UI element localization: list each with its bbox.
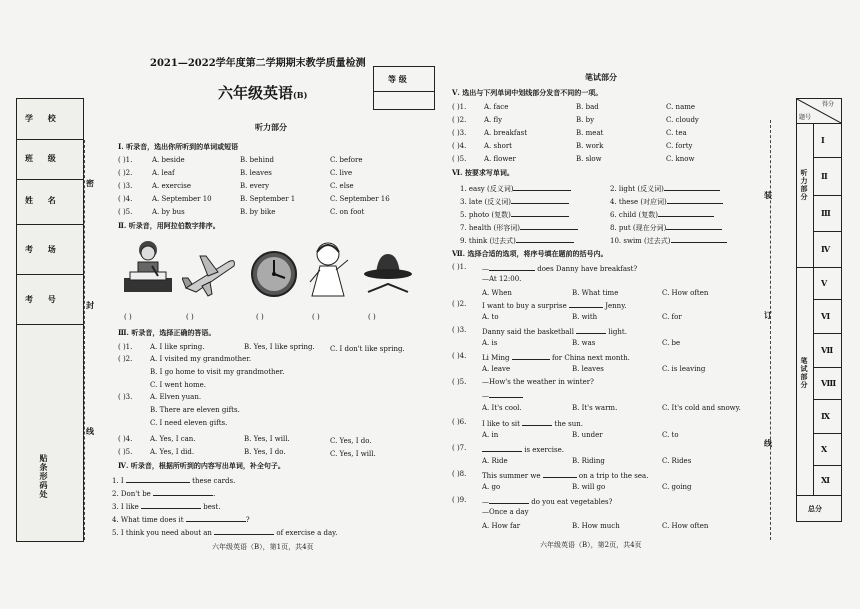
choice-b: B. What time: [572, 289, 619, 297]
choice-a: A. I like spring.: [150, 343, 205, 351]
question-stem: [482, 352, 630, 363]
answer-blank[interactable]: [214, 527, 274, 535]
choice-c: C. Rides: [662, 457, 692, 465]
subject-version: (B): [293, 90, 308, 100]
choice-b: B. leaves: [240, 169, 272, 177]
stem-end: the sun.: [552, 420, 583, 428]
choice-b: B. leaves: [572, 365, 604, 373]
question-stem: [482, 326, 627, 337]
choice-number[interactable]: ( )9.: [452, 496, 467, 504]
choice-a: A. exercise: [152, 182, 191, 190]
word-task-prompt: 9. think (过去式): [460, 237, 516, 245]
score-row[interactable]: [813, 399, 841, 434]
stem-start: —: [482, 265, 489, 273]
choice-a: A. It's cool.: [482, 404, 522, 412]
question-stem: [482, 263, 637, 274]
q2-heading: Ⅱ. 听录音，用阿拉伯数字排序。: [118, 221, 220, 230]
q1-heading: Ⅰ. 听录音，选出你所听到的单词或短语: [118, 142, 239, 151]
info-field: [17, 99, 83, 140]
answer-blank[interactable]: [543, 470, 577, 478]
grade-box: [373, 66, 435, 110]
word-task-prompt: 5. photo (复数): [460, 211, 511, 219]
word-task: [610, 183, 720, 194]
choice-b: B. under: [572, 431, 603, 439]
sentence-start: 5. I think you need about an: [112, 529, 215, 537]
choice-b: B. was: [572, 339, 596, 347]
choice-b: B. slow: [576, 155, 602, 163]
choice-a: A. leave: [482, 365, 511, 373]
choice-a: A. short: [484, 142, 512, 150]
choice-b: B. Yes, I do.: [244, 448, 286, 456]
question-stem: [482, 378, 594, 387]
score-row[interactable]: [813, 465, 841, 496]
answer-blank[interactable]: [511, 209, 569, 217]
stem-start: This summer we: [482, 472, 543, 480]
choice-number[interactable]: ( )2.: [118, 355, 133, 363]
stem-end: on a trip to the sea.: [576, 472, 649, 480]
choice-number[interactable]: ( )5.: [118, 208, 133, 216]
writing-group-label: 笔试部分: [800, 357, 809, 389]
fill-in-sentence: [112, 501, 220, 512]
word-task-prompt: 10. swim (过去式): [610, 237, 671, 245]
subject-name: 六年级英语: [218, 84, 294, 102]
choice-b: B. It's warm.: [572, 404, 618, 412]
writing-section-title: 笔试部分: [585, 72, 617, 82]
choice-a: A. I visited my grandmother.: [150, 355, 252, 363]
score-row[interactable]: [813, 123, 841, 158]
fill-in-sentence: [112, 514, 250, 525]
stem-reply-text: —: [482, 392, 489, 400]
word-task-prompt: 1. easy (反义词): [460, 185, 514, 193]
choice-number[interactable]: ( )3.: [452, 129, 467, 137]
q7-heading: Ⅶ. 选择合适的选项，将序号填在题前的括号内。: [452, 249, 608, 258]
score-row-label: Ⅸ: [821, 411, 831, 421]
stem-start: Danny said the basketball: [482, 328, 577, 336]
choice-b: B. every: [240, 182, 270, 190]
choice-c: C. I went home.: [150, 381, 206, 389]
choice-b: B. work: [576, 142, 604, 150]
choice-b: B. will go: [572, 483, 606, 491]
listening-group: [797, 123, 814, 268]
choice-a: A. flower: [484, 155, 516, 163]
choice-a: A. leaf: [152, 169, 175, 177]
choice-c: C. be: [662, 339, 681, 347]
stem-end: is exercise.: [522, 446, 564, 454]
bind-mark: 线: [764, 438, 772, 448]
stem-start: I want to buy a surprise: [482, 302, 569, 310]
answer-bracket[interactable]: ( ): [256, 313, 264, 321]
choice-b: B. September 1: [240, 195, 296, 203]
score-row[interactable]: [813, 157, 841, 196]
bind-mark: 订: [764, 310, 772, 320]
score-row-label: Ⅶ: [821, 345, 834, 355]
answer-blank[interactable]: [126, 475, 190, 483]
word-task-prompt: 8. put (现在分词): [610, 224, 667, 232]
info-field: [17, 274, 83, 325]
answer-blank[interactable]: [522, 418, 552, 426]
question-stem: [482, 300, 626, 311]
seal-line: [84, 140, 86, 540]
choice-a: A. by bus: [152, 208, 185, 216]
choice-a: A. fly: [484, 116, 503, 124]
choice-number[interactable]: ( )8.: [452, 470, 467, 478]
page-footer-1: 六年级英语（B），第1页，共4页: [212, 543, 314, 551]
choice-number[interactable]: ( )1.: [452, 263, 467, 271]
stem-end: does Danny have breakfast?: [535, 265, 638, 273]
choice-a: A. How far: [482, 522, 521, 530]
choice-a: A. beside: [152, 156, 185, 164]
choice-number[interactable]: ( )5.: [452, 378, 467, 386]
answer-blank[interactable]: [482, 444, 522, 452]
q6-heading: Ⅵ. 按要求写单词。: [452, 168, 514, 177]
choice-a: A. is: [482, 339, 498, 347]
item-header-label: 题号: [799, 114, 812, 121]
field-label-school: 学 校: [25, 113, 62, 123]
choice-b: B. meat: [576, 129, 604, 137]
listening-section-title: 听力部分: [255, 122, 287, 132]
word-task: [460, 235, 574, 246]
fill-in-sentence: [112, 488, 215, 499]
answer-blank[interactable]: [666, 222, 722, 230]
barcode-label: 贴条形码处: [39, 454, 49, 499]
question-stem: [482, 418, 583, 429]
choice-c: C. on foot: [330, 208, 365, 216]
exam-title: 2021—2022学年度第二学期期末教学质量检测: [150, 58, 366, 69]
fill-in-sentence: [112, 527, 337, 538]
choice-number[interactable]: ( )5.: [452, 155, 467, 163]
choice-b: B. Riding: [572, 457, 605, 465]
choice-b: B. by bike: [240, 208, 276, 216]
answer-blank[interactable]: [511, 196, 569, 204]
hat-icon: [362, 248, 414, 298]
seal-mark: 密: [86, 178, 94, 188]
girl-icon: [306, 238, 352, 302]
answer-blank[interactable]: [512, 352, 550, 360]
choice-c: C. going: [662, 483, 692, 491]
field-label-name: 姓 名: [25, 195, 62, 205]
choice-c: C. forty: [666, 142, 693, 150]
choice-number[interactable]: ( )4.: [118, 435, 133, 443]
sentence-end: best.: [200, 503, 221, 511]
binding-strip: [16, 98, 84, 542]
word-task: [610, 196, 723, 207]
choice-a: A. Yes, I can.: [150, 435, 196, 443]
sentence-end: these cards.: [189, 477, 236, 485]
total-label: 总分: [808, 504, 822, 513]
score-row-label: Ⅷ: [821, 378, 837, 388]
choice-b: B. I go home to visit my grandmother.: [150, 368, 285, 376]
word-task: [610, 235, 727, 246]
sentence-end: .: [213, 490, 216, 498]
choice-c: C. I need eleven gifts.: [150, 419, 228, 427]
writing-group: [797, 267, 814, 495]
choice-b: B. by: [576, 116, 595, 124]
choice-c: C. tea: [666, 129, 687, 137]
answer-blank[interactable]: [489, 496, 529, 504]
seal-mark: 封: [86, 300, 94, 310]
choice-b: B. behind: [240, 156, 274, 164]
fill-in-sentence: [112, 475, 235, 486]
total-row: [797, 495, 841, 522]
sentence-start: 2. Don't be: [112, 490, 154, 498]
choice-number[interactable]: ( )4.: [118, 195, 133, 203]
answer-bracket[interactable]: ( ): [186, 313, 194, 321]
stem-end: Jenny.: [603, 302, 627, 310]
seal-mark: 线: [86, 426, 94, 436]
choice-a: A. September 10: [152, 195, 212, 203]
answer-bracket[interactable]: ( ): [124, 313, 132, 321]
choice-number[interactable]: ( )1.: [118, 343, 133, 351]
boy-writing-icon: [122, 236, 174, 302]
choice-c: C. cloudy: [666, 116, 699, 124]
field-label-class: 班 级: [25, 153, 62, 163]
airplane-icon: [182, 248, 240, 298]
score-row-label: Ⅲ: [821, 208, 831, 218]
score-row[interactable]: [813, 333, 841, 368]
answer-blank[interactable]: [658, 209, 714, 217]
question-stem: [482, 470, 648, 481]
choice-number[interactable]: ( )2.: [452, 300, 467, 308]
choice-a: A. Yes, I did.: [150, 448, 195, 456]
choice-c: C. How often: [662, 289, 709, 297]
choice-a: A. Ride: [482, 457, 508, 465]
choice-number[interactable]: ( )2.: [452, 116, 467, 124]
word-task-prompt: 3. late (反义词): [460, 198, 511, 206]
word-task: [610, 209, 714, 220]
stem-reply: [482, 390, 523, 401]
score-table: [796, 98, 842, 522]
choice-a: A. face: [484, 103, 509, 111]
bind-line: [770, 120, 772, 540]
word-task-prompt: 7. health (形容词): [460, 224, 520, 232]
stem-end: light.: [606, 328, 627, 336]
choice-number[interactable]: ( )1.: [118, 156, 133, 164]
answer-blank[interactable]: [513, 183, 571, 191]
word-task: [460, 196, 569, 207]
word-task: [460, 222, 578, 233]
choice-b: B. Yes, I like spring.: [244, 343, 315, 351]
grade-box-label: 等 级: [388, 74, 407, 84]
stem-start: I like to sit: [482, 420, 523, 428]
answer-blank[interactable]: [520, 222, 578, 230]
question-stem: [482, 444, 564, 455]
score-header-label: 得分: [822, 101, 835, 108]
sentence-end: ?: [245, 516, 250, 524]
choice-c: C. How often: [662, 522, 709, 530]
score-row-label: Ⅳ: [821, 244, 831, 254]
bind-mark: 装: [764, 190, 772, 200]
choice-c: C. It's cold and snowy.: [662, 404, 741, 412]
score-row[interactable]: [813, 195, 841, 232]
choice-number[interactable]: ( )4.: [452, 352, 467, 360]
choice-c: C. know: [666, 155, 695, 163]
sentence-end: of exercise a day.: [274, 529, 338, 537]
score-row[interactable]: [813, 367, 841, 400]
choice-c: C. for: [662, 313, 682, 321]
choice-a: A. in: [482, 431, 499, 439]
choice-c: C. name: [666, 103, 696, 111]
stem-reply: [482, 275, 521, 284]
choice-a: A. breakfast: [484, 129, 528, 137]
answer-blank[interactable]: [664, 183, 720, 191]
word-task-prompt: 6. child (复数): [610, 211, 658, 219]
choice-c: C. September 16: [330, 195, 390, 203]
score-row[interactable]: [813, 433, 841, 466]
choice-number[interactable]: ( )7.: [452, 444, 467, 452]
stem-end: do you eat vegetables?: [529, 498, 613, 506]
choice-b: B. with: [572, 313, 598, 321]
score-row-label: Ⅱ: [821, 171, 828, 181]
choice-b: B. There are eleven gifts.: [150, 406, 240, 414]
answer-blank[interactable]: [186, 514, 246, 522]
choice-number[interactable]: ( )3.: [118, 393, 133, 401]
info-field: [17, 139, 83, 180]
word-task: [460, 183, 571, 194]
choice-b: B. bad: [576, 103, 599, 111]
score-row-label: Ⅵ: [821, 311, 831, 321]
field-label-number: 考 号: [25, 294, 62, 304]
sentence-start: 3. I like: [112, 503, 141, 511]
choice-number[interactable]: ( )3.: [118, 182, 133, 190]
word-task-prompt: 4. these (对应词): [610, 198, 667, 206]
answer-blank[interactable]: [489, 390, 523, 398]
choice-b: B. Yes, I will.: [244, 435, 290, 443]
word-task: [610, 222, 722, 233]
clock-icon: [250, 250, 298, 298]
info-field: [17, 224, 83, 275]
choice-b: B. How much: [572, 522, 620, 530]
answer-blank[interactable]: [569, 300, 603, 308]
choice-number[interactable]: ( )1.: [452, 103, 467, 111]
score-row-label: Ⅹ: [821, 444, 828, 454]
choice-c: C. to: [662, 431, 679, 439]
answer-bracket[interactable]: ( ): [312, 313, 320, 321]
barcode-area: [17, 324, 83, 541]
word-task-prompt: 2. light (反义词): [610, 185, 664, 193]
score-row-label: Ⅰ: [821, 135, 825, 145]
choice-number[interactable]: ( )3.: [452, 326, 467, 334]
stem-end: for China next month.: [549, 354, 630, 362]
score-row-label: Ⅺ: [821, 475, 831, 485]
score-row[interactable]: [813, 231, 841, 268]
answer-blank[interactable]: [667, 196, 723, 204]
answer-blank[interactable]: [516, 235, 574, 243]
answer-blank[interactable]: [671, 235, 727, 243]
q4-heading: Ⅳ. 听录音，根据所听到的内容写出单词，补全句子。: [118, 461, 285, 470]
word-task: [460, 209, 569, 220]
choice-c: C. Yes, I do.: [330, 437, 372, 445]
sentence-start: 4. What time does it: [112, 516, 186, 524]
q5-heading: Ⅴ. 选出与下列单词中划线部分发音不同的一项。: [452, 88, 603, 97]
stem-reply-text: —Once a day: [482, 508, 529, 516]
score-table-header: [797, 99, 841, 124]
choice-number[interactable]: ( )5.: [118, 448, 133, 456]
stem-start: —How's the weather in winter?: [482, 378, 594, 386]
listening-group-label: 听力部分: [800, 169, 809, 201]
choice-c: C. I don't like spring.: [330, 345, 405, 353]
answer-blank[interactable]: [489, 263, 535, 271]
choice-number[interactable]: ( )4.: [452, 142, 467, 150]
score-row-label: Ⅴ: [821, 278, 828, 288]
page-footer-2: 六年级英语（B），第2页，共4页: [540, 541, 642, 549]
field-label-room: 考 场: [25, 244, 62, 254]
stem-start: Li Ming: [482, 354, 512, 362]
answer-blank[interactable]: [153, 488, 216, 498]
choice-c: C. else: [330, 182, 354, 190]
subject-title: [218, 84, 307, 104]
answer-bracket[interactable]: ( ): [368, 313, 376, 321]
choice-a: A. When: [482, 289, 512, 297]
choice-c: C. Yes, I will.: [330, 450, 376, 458]
choice-c: C. live: [330, 169, 353, 177]
choice-a: A. go: [482, 483, 501, 491]
choice-a: A. to: [482, 313, 499, 321]
choice-c: C. is leaving: [662, 365, 706, 373]
choice-c: C. before: [330, 156, 363, 164]
q3-heading: Ⅲ. 听录音，选择正确的答语。: [118, 328, 216, 337]
sentence-start: 1. I: [112, 477, 126, 485]
stem-start: —: [482, 498, 489, 506]
choice-number[interactable]: ( )2.: [118, 169, 133, 177]
score-row[interactable]: [813, 267, 841, 300]
stem-reply-text: —At 12:00.: [482, 275, 522, 283]
answer-blank[interactable]: [141, 501, 201, 509]
score-row[interactable]: [813, 299, 841, 334]
choice-number[interactable]: ( )6.: [452, 418, 467, 426]
choice-a: A. Elven yuan.: [150, 393, 202, 401]
answer-blank[interactable]: [576, 326, 606, 334]
stem-reply: [482, 508, 529, 517]
info-field: [17, 179, 83, 225]
question-stem: [482, 496, 612, 507]
